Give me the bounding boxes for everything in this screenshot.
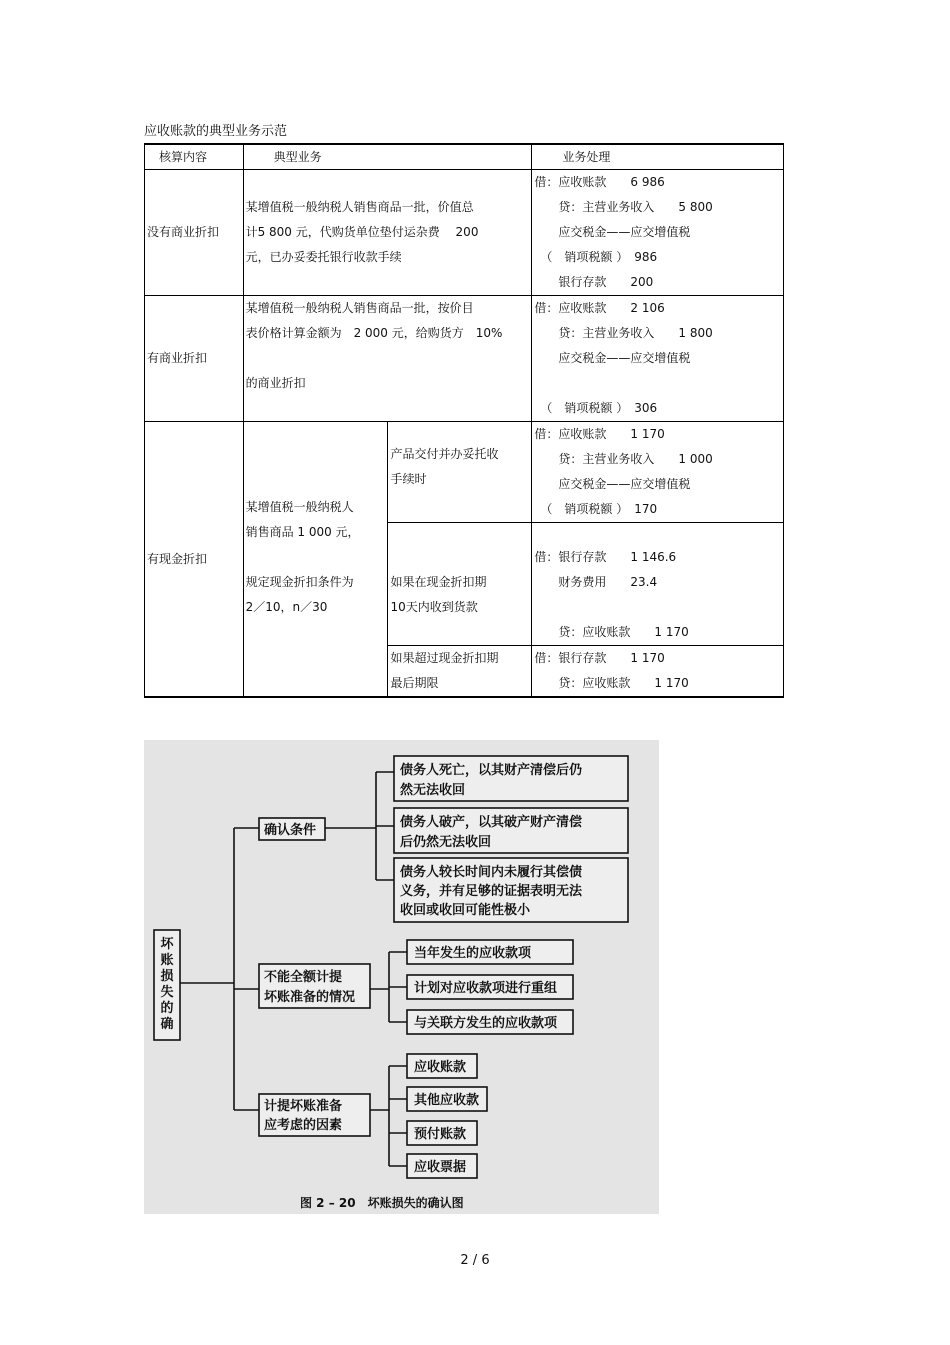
text-line: （ 销项税额 ） 170 xyxy=(534,502,658,516)
condition-cell xyxy=(388,523,532,646)
branch-label-line: 不能全额计提 xyxy=(264,970,343,985)
header-cell: 典型业务 xyxy=(243,144,532,170)
text-line: 如果超过现金折扣期 xyxy=(390,651,499,665)
business-processing xyxy=(532,170,784,296)
item-text-line: 收回或收回可能性极小 xyxy=(400,903,531,918)
item-text-line: 然无法收回 xyxy=(400,783,466,798)
item-text: 其他应收款 xyxy=(414,1093,480,1108)
item-text: 应收票据 xyxy=(414,1160,467,1175)
table-caption: 应收账款的典型业务示范 xyxy=(144,124,288,139)
text-line: 某增值税一般纳税人销售商品一批，按价目 xyxy=(245,301,474,315)
text-line: 财务费用 23.4 xyxy=(534,575,658,589)
table-row xyxy=(145,296,784,422)
business-processing xyxy=(532,646,784,698)
text-line: 应交税金——应交增值税 xyxy=(534,477,691,491)
text-line: 贷：应收账款 1 170 xyxy=(534,625,689,639)
root-node xyxy=(154,930,180,1040)
text-line: 的商业折扣 xyxy=(245,376,306,390)
text-line: （ 销项税额 ） 986 xyxy=(534,250,658,264)
text-line: 贷：主营业务收入 1 000 xyxy=(534,452,713,466)
business-processing xyxy=(532,422,784,523)
text-line: 表价格计算金额为 2 000 元，给购货方 10% xyxy=(245,326,503,340)
business-processing xyxy=(532,296,784,422)
text-line: 借：应收账款 1 170 xyxy=(534,427,665,441)
text-line: 某增值税一般纳税人销售商品一批，价值总 xyxy=(245,200,474,214)
root-char: 的 xyxy=(160,1001,174,1016)
text-line: 某增值税一般纳税人 xyxy=(245,500,354,514)
text-line xyxy=(246,346,530,371)
table-header-row xyxy=(145,144,784,170)
text-line: 计5 800 元，代购货单位垫付运杂费 200 xyxy=(245,225,479,239)
branch-label-line: 计提坏账准备 xyxy=(264,1099,343,1114)
text-line: 应交税金——应交增值税 xyxy=(534,225,691,239)
diagram-svg xyxy=(144,740,659,1214)
text-line xyxy=(246,545,386,570)
table-row xyxy=(145,170,784,296)
root-char: 坏 xyxy=(160,937,174,952)
condition-cell xyxy=(388,422,532,523)
root-char: 账 xyxy=(160,953,174,968)
text-line: 如果在现金折扣期 xyxy=(390,575,487,589)
branch-label-line: 坏账准备的情况 xyxy=(264,990,356,1005)
condition-cell xyxy=(388,646,532,698)
text-line: 贷：应收账款 1 170 xyxy=(534,676,689,690)
row-label: 没有商业折扣 xyxy=(145,170,244,296)
item-text-line: 债务人破产，以其破产财产清偿 xyxy=(400,815,583,830)
text-line: 借：银行存款 1 170 xyxy=(534,651,665,665)
text-line: 贷：主营业务收入 1 800 xyxy=(534,326,713,340)
item-text: 计划对应收款项进行重组 xyxy=(414,981,558,996)
text-line: 贷：主营业务收入 5 800 xyxy=(534,200,713,214)
accounts-receivable-table xyxy=(144,143,784,698)
text-line: 10天内收到货款 xyxy=(390,600,478,614)
text-line: 手续时 xyxy=(390,472,427,486)
item-text: 应收账款 xyxy=(414,1060,467,1075)
text-line: 销售商品 1 000 元， xyxy=(245,525,360,539)
typical-business xyxy=(243,170,532,296)
root-char: 损 xyxy=(160,969,174,984)
text-line: （ 销项税额 ） 306 xyxy=(534,401,658,415)
table-row xyxy=(145,422,784,523)
typical-business xyxy=(243,422,388,698)
item-text-line: 债务人死亡，以其财产清偿后仍 xyxy=(400,763,583,778)
item-text: 当年发生的应收款项 xyxy=(414,946,532,961)
item-text: 与关联方发生的应收款项 xyxy=(414,1016,558,1031)
text-line: 借：应收账款 2 106 xyxy=(534,301,665,315)
text-line: 元，已办妥委托银行收款手续 xyxy=(245,250,402,264)
root-char: 确 xyxy=(160,1017,174,1032)
text-line: 规定现金折扣条件为 xyxy=(245,575,354,589)
typical-business xyxy=(243,296,532,422)
header-cell: 业务处理 xyxy=(532,144,784,170)
item-text: 预付账款 xyxy=(414,1127,467,1142)
header-cell: 核算内容 xyxy=(145,144,244,170)
text-line: 借：银行存款 1 146.6 xyxy=(534,550,677,564)
branch-label-line: 应考虑的因素 xyxy=(264,1118,343,1133)
text-line xyxy=(534,595,781,620)
text-line: 应交税金——应交增值税 xyxy=(534,351,691,365)
text-line: 最后期限 xyxy=(390,676,439,690)
text-line xyxy=(534,371,781,396)
row-label: 有现金折扣 xyxy=(145,422,244,698)
root-char: 失 xyxy=(160,985,174,1000)
item-text-line: 债务人较长时间内未履行其偿债 xyxy=(400,865,583,880)
item-text-line: 义务，并有足够的证据表明无法 xyxy=(400,884,583,899)
text-line: 借：应收账款 6 986 xyxy=(534,175,665,189)
item-text-line: 后仍然无法收回 xyxy=(400,835,492,850)
text-line: 银行存款 200 xyxy=(534,275,654,289)
figure-caption: 图 2 – 20 坏账损失的确认图 xyxy=(300,1196,464,1210)
text-line: 2／10，n／30 xyxy=(245,600,328,614)
page-number: 2 / 6 xyxy=(460,1253,490,1268)
branch-label-confirmation: 确认条件 xyxy=(264,823,317,838)
business-processing xyxy=(532,523,784,646)
row-label: 有商业折扣 xyxy=(145,296,244,422)
text-line: 产品交付并办妥托收 xyxy=(390,447,499,461)
bad-debt-diagram xyxy=(144,740,659,1214)
